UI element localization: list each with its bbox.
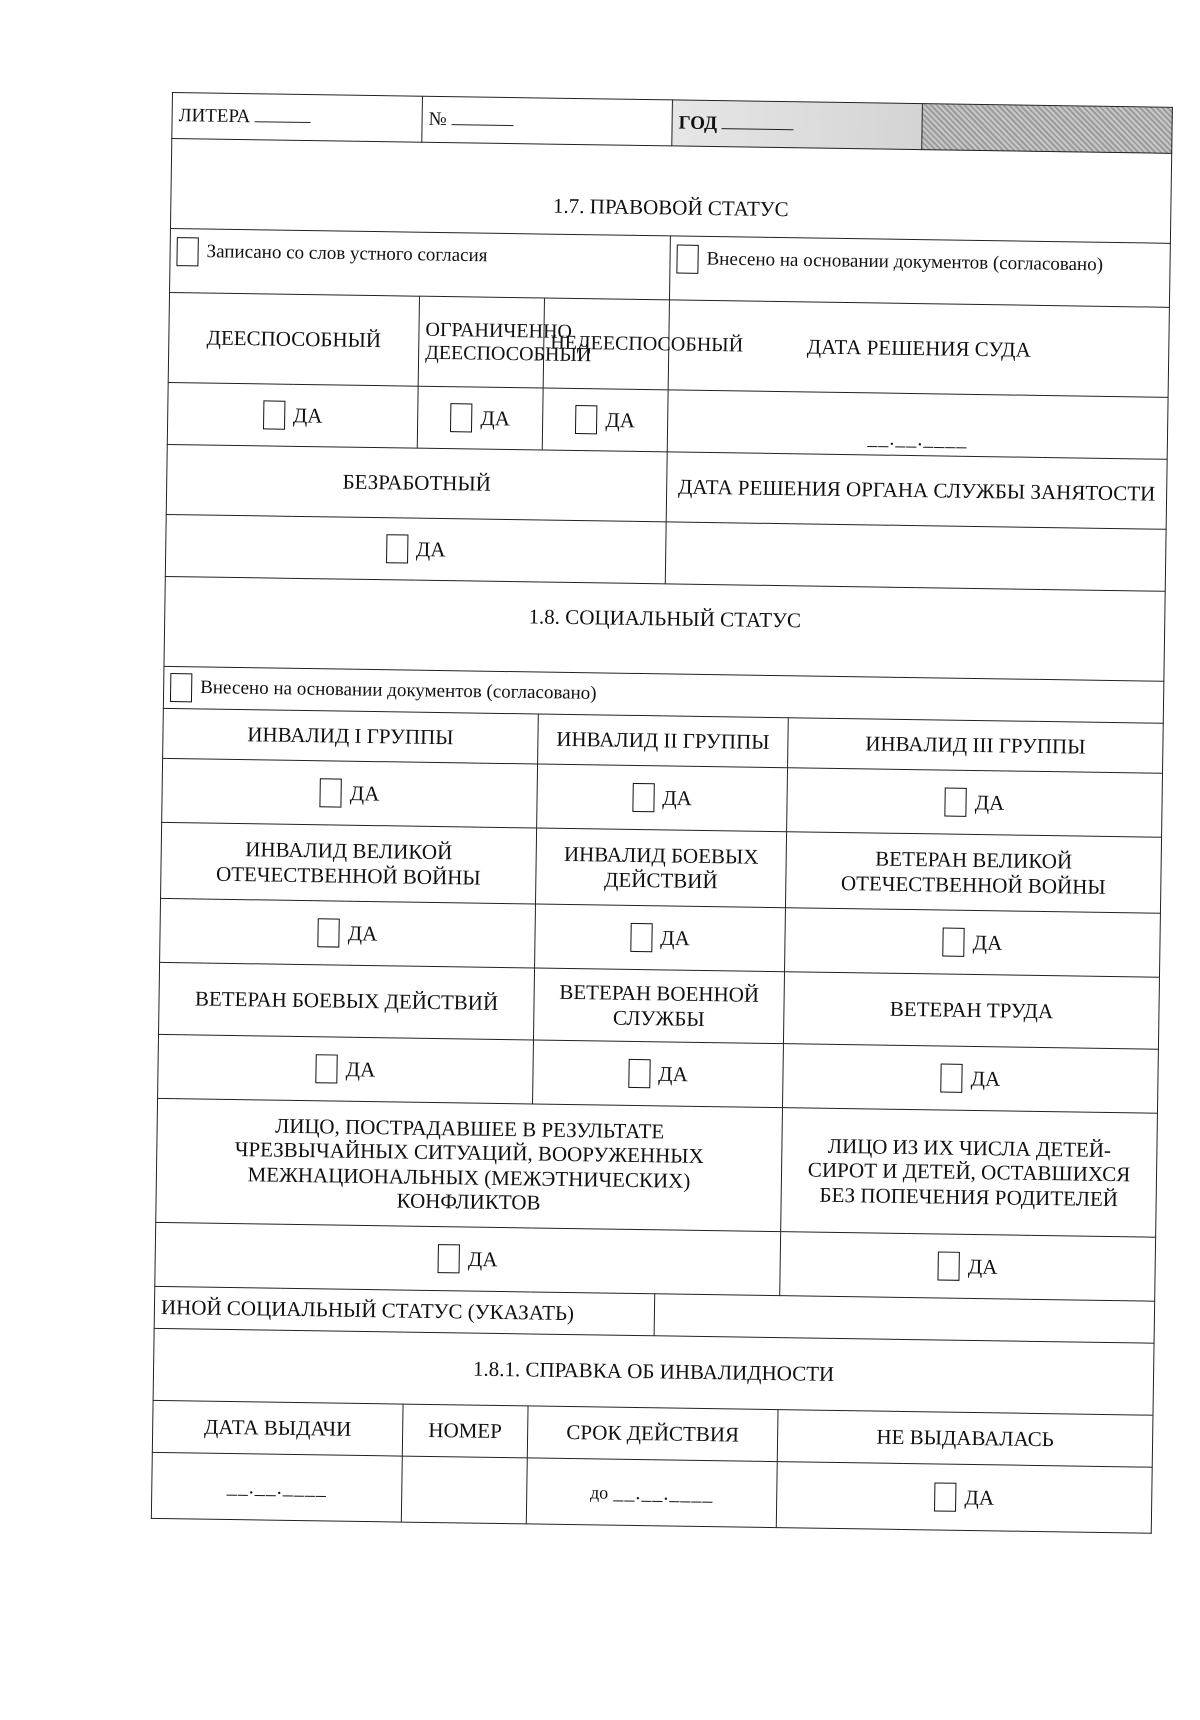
social-status-title: 1.8. СОЦИАЛЬНЫЙ СТАТУС (164, 576, 1165, 681)
incapable-yes-label: ДА (605, 407, 636, 433)
year-field[interactable] (672, 100, 923, 150)
incapable-checkbox[interactable] (575, 405, 597, 434)
court-date-field[interactable] (667, 390, 1168, 459)
capable-header: ДЕЕСПОСОБНЫЙ (168, 292, 419, 386)
disabled-group-3-yes[interactable] (787, 768, 1163, 838)
combat-disabled-header: ИНВАЛИД БОЕВЫХ ДЕЙСТВИЙ (535, 828, 786, 908)
disabled-group-2-yes[interactable] (537, 764, 788, 832)
combat-disabled-yes-label: ДА (660, 925, 690, 951)
incapable-yes[interactable] (542, 388, 668, 452)
combat-disabled-yes[interactable] (535, 904, 786, 972)
emergency-victim-checkbox[interactable] (438, 1244, 460, 1273)
ww2-disabled-yes[interactable] (160, 898, 536, 968)
social-docs-checkbox[interactable] (170, 673, 192, 702)
ww2-disabled-yes-label: ДА (347, 921, 378, 946)
military-veteran-header: ВЕТЕРАН ВОЕННОЙ СЛУЖБЫ (533, 968, 784, 1044)
docs-consent-checkbox[interactable] (676, 245, 698, 274)
military-veteran-checkbox[interactable] (628, 1059, 650, 1088)
combat-veteran-header: ВЕТЕРАН БОЕВЫХ ДЕЙСТВИЙ (159, 962, 535, 1040)
year-label: ГОД (678, 112, 718, 134)
employment-date-field[interactable] (665, 522, 1166, 591)
disabled-group-1-yes-label: ДА (349, 781, 380, 806)
not-issued-yes-label: ДА (964, 1485, 995, 1510)
labor-veteran-yes-label: ДА (970, 1066, 1001, 1091)
military-veteran-yes-label: ДА (658, 1061, 688, 1087)
labor-veteran-header: ВЕТЕРАН ТРУДА (783, 972, 1159, 1050)
ww2-veteran-header: ВЕТЕРАН ВЕЛИКОЙ ОТЕЧЕСТВЕННОЙ ВОЙНЫ (785, 832, 1161, 914)
not-issued-header: НЕ ВЫДАВАЛАСЬ (777, 1410, 1153, 1468)
docs-consent-option[interactable] (669, 236, 1170, 307)
validity-date-blank: __.__.____ (613, 1481, 714, 1506)
orphan-yes[interactable] (780, 1232, 1156, 1302)
employment-date-header: ДАТА РЕШЕНИЯ ОРГАНА СЛУЖБЫ ЗАНЯТОСТИ (666, 452, 1167, 529)
unemployed-checkbox[interactable] (386, 534, 408, 563)
emergency-victim-yes-label: ДА (467, 1246, 498, 1272)
combat-veteran-yes-label: ДА (345, 1057, 376, 1082)
number-field[interactable] (422, 96, 673, 146)
military-veteran-yes[interactable] (533, 1040, 784, 1108)
orphan-yes-label: ДА (967, 1254, 998, 1279)
not-issued-yes[interactable] (776, 1462, 1152, 1534)
unemployed-yes[interactable] (165, 514, 666, 583)
disabled-group-1-header: ИНВАЛИД I ГРУППЫ (163, 708, 539, 764)
validity-field[interactable] (526, 1458, 777, 1528)
capable-yes-label: ДА (292, 403, 323, 428)
validity-until-label: до (589, 1482, 609, 1503)
disabled-group-3-header: ИНВАЛИД III ГРУППЫ (788, 718, 1164, 774)
verbal-consent-label: Записано со слов устного согласия (206, 241, 488, 267)
emergency-victim-yes[interactable] (155, 1222, 781, 1295)
legal-status-title: 1.7. ПРАВОВОЙ СТАТУС (170, 139, 1171, 244)
limited-yes[interactable] (417, 386, 543, 450)
orphan-header: ЛИЦО ИЗ ИХ ЧИСЛА ДЕТЕЙ-СИРОТ И ДЕТЕЙ, ОСТАВШИХСЯ БЕЗ ПОПЕЧЕНИЯ РОДИТЕЛЕЙ (781, 1108, 1158, 1238)
disabled-group-2-header: ИНВАЛИД II ГРУППЫ (538, 714, 789, 768)
incapable-header: НЕДЕЕСПОСОБНЫЙ (543, 298, 669, 390)
cert-number-field[interactable] (401, 1456, 527, 1524)
limited-header: ОГРАНИЧЕННО ДЕЕСПОСОБНЫЙ (418, 296, 544, 388)
unemployed-header: БЕЗРАБОТНЫЙ (166, 444, 667, 521)
validity-header: СРОК ДЕЙСТВИЯ (527, 1406, 778, 1462)
disabled-group-2-yes-label: ДА (662, 785, 693, 811)
ww2-disabled-header: ИНВАЛИД ВЕЛИКОЙ ОТЕЧЕСТВЕННОЙ ВОЙНЫ (161, 822, 537, 904)
emergency-victim-header: ЛИЦО, ПОСТРАДАВШЕЕ В РЕЗУЛЬТАТЕ ЧРЕЗВЫЧАЙНЫХ СИТУАЦИЙ, ВООРУЖЕННЫХ МЕЖНАЦИОНАЛЬНЫХ (МЕЖЭТНИЧЕСКИХ) КОНФЛИКТОВ (156, 1098, 783, 1231)
verbal-consent-option[interactable] (170, 228, 671, 299)
issue-date-field[interactable] (151, 1452, 402, 1522)
combat-veteran-yes[interactable] (158, 1034, 534, 1104)
disabled-group-1-yes[interactable] (162, 758, 538, 828)
combat-disabled-checkbox[interactable] (630, 923, 652, 952)
orphan-checkbox[interactable] (938, 1251, 960, 1280)
limited-yes-label: ДА (480, 406, 511, 431)
court-date-blank: __.__.____ (867, 427, 968, 451)
scan-shade (922, 104, 1173, 154)
not-issued-checkbox[interactable] (934, 1482, 956, 1511)
cert-number-header: НОМЕР (402, 1404, 528, 1458)
other-status-field[interactable] (654, 1294, 1155, 1343)
litera-label: ЛИТЕРА (178, 104, 251, 127)
disabled-group-3-checkbox[interactable] (945, 788, 967, 817)
labor-veteran-checkbox[interactable] (941, 1064, 963, 1093)
ww2-veteran-yes[interactable] (785, 908, 1161, 978)
verbal-consent-checkbox[interactable] (176, 237, 198, 266)
social-docs-label: Внесено на основании документов (согласовано) (200, 677, 597, 704)
disabled-group-2-checkbox[interactable] (632, 783, 654, 812)
ww2-disabled-checkbox[interactable] (318, 918, 340, 947)
combat-veteran-checkbox[interactable] (316, 1054, 338, 1083)
labor-veteran-yes[interactable] (783, 1044, 1159, 1114)
form-sheet (151, 92, 1172, 1534)
number-label: № (428, 108, 447, 130)
court-date-header: ДАТА РЕШЕНИЯ СУДА (668, 300, 1169, 397)
capable-checkbox[interactable] (263, 400, 285, 429)
disabled-group-3-yes-label: ДА (974, 790, 1005, 815)
disabled-group-1-checkbox[interactable] (320, 778, 342, 807)
capable-yes[interactable] (167, 382, 418, 448)
litera-field[interactable] (172, 93, 423, 143)
limited-checkbox[interactable] (450, 403, 472, 432)
ww2-veteran-checkbox[interactable] (943, 928, 965, 957)
unemployed-yes-label: ДА (415, 537, 446, 562)
other-status-label: ИНОЙ СОЦИАЛЬНЫЙ СТАТУС (УКАЗАТЬ) (154, 1286, 655, 1335)
form-table (151, 92, 1173, 1534)
ww2-veteran-yes-label: ДА (972, 930, 1003, 955)
docs-consent-label: Внесено на основании документов (согласовано) (706, 248, 1104, 276)
issue-date-header: ДАТА ВЫДАЧИ (152, 1400, 403, 1456)
issue-date-blank: __.__.____ (226, 1475, 327, 1500)
disability-cert-title: 1.8.1. СПРАВКА ОБ ИНВАЛИДНОСТИ (153, 1328, 1154, 1415)
